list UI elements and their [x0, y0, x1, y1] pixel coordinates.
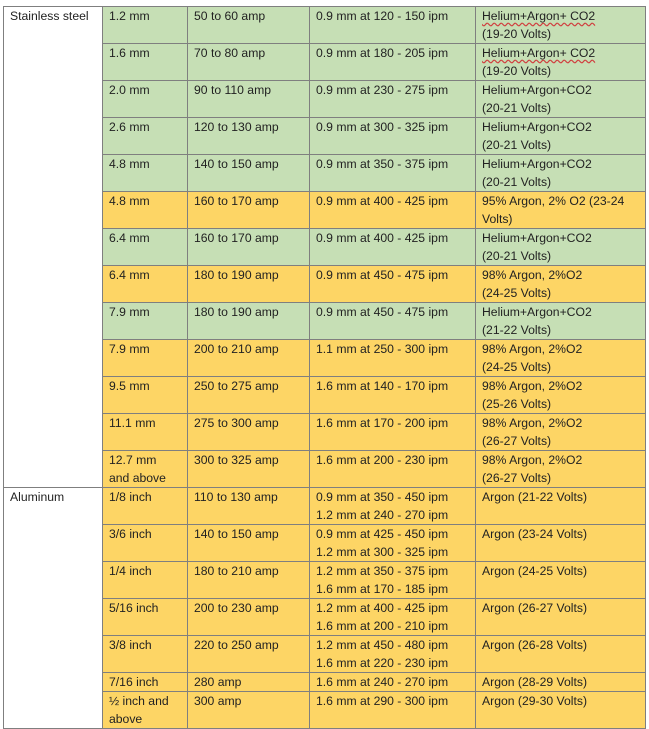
shielding-gas-cell-line: Volts) [482, 212, 513, 226]
shielding-gas-cell [476, 636, 646, 673]
thickness-cell-line: ½ inch and [109, 694, 169, 708]
thickness-cell-line: 5/16 inch [109, 601, 159, 615]
wire-speed-cell [310, 81, 476, 118]
wire-speed-cell-line: 0.9 mm at 450 - 475 ipm [316, 305, 449, 319]
shielding-gas-cell-line: Helium+Argon+CO2 [482, 157, 592, 171]
amperage-cell: 180 to 190 amp [188, 303, 310, 340]
wire-speed-cell-line: 1.1 mm at 250 - 300 ipm [316, 342, 449, 356]
shielding-gas-cell [476, 7, 646, 44]
shielding-gas-cell [476, 303, 646, 340]
amperage-cell: 120 to 130 amp [188, 118, 310, 155]
thickness-cell [103, 340, 188, 377]
shielding-gas-cell-line: (19-20 Volts) [482, 27, 552, 41]
shielding-gas-cell [476, 118, 646, 155]
wire-speed-cell-line: 0.9 mm at 120 - 150 ipm [316, 9, 449, 23]
amperage-cell: 200 to 210 amp [188, 340, 310, 377]
table-row [4, 488, 646, 525]
wire-speed-cell-line: 0.9 mm at 180 - 205 ipm [316, 46, 449, 60]
wire-speed-cell-line: 1.2 mm at 240 - 270 ipm [316, 508, 449, 522]
wire-speed-cell [310, 599, 476, 636]
thickness-cell [103, 599, 188, 636]
amperage-cell: 50 to 60 amp [188, 7, 310, 44]
thickness-cell [103, 562, 188, 599]
thickness-cell-line: 3/6 inch [109, 527, 152, 541]
shielding-gas-cell-line: (24-25 Volts) [482, 360, 552, 374]
wire-speed-cell [310, 192, 476, 229]
wire-speed-cell-line: 1.6 mm at 240 - 270 ipm [316, 675, 449, 689]
shielding-gas-cell-line: 98% Argon, 2%O2 [482, 342, 583, 356]
thickness-cell [103, 488, 188, 525]
wire-speed-cell-line: 0.9 mm at 300 - 325 ipm [316, 120, 449, 134]
thickness-cell-line: above [109, 712, 143, 726]
shielding-gas-cell [476, 562, 646, 599]
wire-speed-cell [310, 118, 476, 155]
amperage-cell: 90 to 110 amp [188, 81, 310, 118]
amperage-cell: 300 to 325 amp [188, 451, 310, 488]
shielding-gas-cell-line: (20-21 Volts) [482, 138, 552, 152]
shielding-gas-cell-line: (20-21 Volts) [482, 101, 552, 115]
wire-speed-cell-line: 1.2 mm at 400 - 425 ipm [316, 601, 449, 615]
shielding-gas-cell [476, 81, 646, 118]
wire-speed-cell-line: 0.9 mm at 400 - 425 ipm [316, 194, 449, 208]
thickness-cell [103, 303, 188, 340]
amperage-cell: 275 to 300 amp [188, 414, 310, 451]
thickness-cell [103, 81, 188, 118]
shielding-gas-cell-line: (26-27 Volts) [482, 434, 552, 448]
shielding-gas-cell-line: Argon (29-30 Volts) [482, 694, 588, 708]
thickness-cell-line: 4.8 mm [109, 157, 150, 171]
thickness-cell [103, 673, 188, 692]
shielding-gas-cell-line: Helium+Argon+CO2 [482, 120, 592, 134]
wire-speed-cell-line: 1.6 mm at 220 - 230 ipm [316, 656, 449, 670]
thickness-cell [103, 118, 188, 155]
shielding-gas-cell [476, 451, 646, 488]
wire-speed-cell [310, 229, 476, 266]
shielding-gas-cell-line: (24-25 Volts) [482, 286, 552, 300]
shielding-gas-cell [476, 488, 646, 525]
thickness-cell-line: 1.2 mm [109, 9, 150, 23]
wire-speed-cell [310, 340, 476, 377]
wire-speed-cell-line: 1.6 mm at 170 - 185 ipm [316, 582, 449, 596]
shielding-gas-cell [476, 414, 646, 451]
shielding-gas-cell [476, 673, 646, 692]
wire-speed-cell [310, 451, 476, 488]
material-name-cell: Aluminum [4, 488, 103, 729]
thickness-cell-line: 3/8 inch [109, 638, 152, 652]
shielding-gas-cell [476, 692, 646, 729]
shielding-gas-cell [476, 525, 646, 562]
thickness-cell-line: 6.4 mm [109, 268, 150, 282]
thickness-cell [103, 192, 188, 229]
shielding-gas-cell-line: Argon (26-27 Volts) [482, 601, 588, 615]
wire-speed-cell-line: 0.9 mm at 350 - 375 ipm [316, 157, 449, 171]
shielding-gas-cell-line: 98% Argon, 2%O2 [482, 453, 583, 467]
shielding-gas-cell [476, 192, 646, 229]
wire-speed-cell [310, 488, 476, 525]
thickness-cell-line: 4.8 mm [109, 194, 150, 208]
shielding-gas-cell-line: Argon (28-29 Volts) [482, 675, 588, 689]
shielding-gas-cell-line: Argon (21-22 Volts) [482, 490, 588, 504]
thickness-cell [103, 451, 188, 488]
wire-speed-cell-line: 1.2 mm at 350 - 375 ipm [316, 564, 449, 578]
thickness-cell [103, 692, 188, 729]
wire-speed-cell-line: 1.6 mm at 200 - 210 ipm [316, 619, 449, 633]
shielding-gas-cell-line: (25-26 Volts) [482, 397, 552, 411]
thickness-cell [103, 525, 188, 562]
thickness-cell-line: 11.1 mm [109, 416, 156, 430]
thickness-cell-line: 7.9 mm [109, 305, 150, 319]
shielding-gas-cell [476, 44, 646, 81]
wire-speed-cell-line: 0.9 mm at 450 - 475 ipm [316, 268, 449, 282]
shielding-gas-cell-line: (21-22 Volts) [482, 323, 552, 337]
shielding-gas-cell-line: Argon (24-25 Volts) [482, 564, 588, 578]
wire-speed-cell [310, 525, 476, 562]
wire-speed-cell-line: 1.2 mm at 300 - 325 ipm [316, 545, 449, 559]
wire-speed-cell-line: 0.9 mm at 230 - 275 ipm [316, 83, 449, 97]
amperage-cell: 160 to 170 amp [188, 192, 310, 229]
thickness-cell-line: 1/8 inch [109, 490, 152, 504]
wire-speed-cell [310, 377, 476, 414]
thickness-cell-line: 2.6 mm [109, 120, 150, 134]
amperage-cell: 180 to 210 amp [188, 562, 310, 599]
welding-parameters-table [3, 6, 646, 729]
shielding-gas-cell [476, 266, 646, 303]
wire-speed-cell-line: 0.9 mm at 350 - 450 ipm [316, 490, 449, 504]
thickness-cell-line: 7/16 inch [109, 675, 159, 689]
amperage-cell: 140 to 150 amp [188, 155, 310, 192]
shielding-gas-cell [476, 155, 646, 192]
amperage-cell: 280 amp [188, 673, 310, 692]
shielding-gas-cell-line: Helium+Argon+CO2 [482, 305, 592, 319]
amperage-cell: 300 amp [188, 692, 310, 729]
shielding-gas-cell-line: Argon (23-24 Volts) [482, 527, 588, 541]
wire-speed-cell-line: 1.6 mm at 170 - 200 ipm [316, 416, 449, 430]
wire-speed-cell-line: 0.9 mm at 400 - 425 ipm [316, 231, 449, 245]
shielding-gas-cell-line: (19-20 Volts) [482, 64, 552, 78]
thickness-cell-line: 12.7 mm [109, 453, 157, 467]
shielding-gas-cell-line: 98% Argon, 2%O2 [482, 379, 583, 393]
thickness-cell [103, 414, 188, 451]
wire-speed-cell [310, 303, 476, 340]
amperage-cell: 180 to 190 amp [188, 266, 310, 303]
thickness-cell-line: and above [109, 471, 166, 485]
amperage-cell: 110 to 130 amp [188, 488, 310, 525]
thickness-cell-line: 2.0 mm [109, 83, 150, 97]
material-name-cell: Stainless steel [4, 7, 103, 488]
wire-speed-cell [310, 44, 476, 81]
thickness-cell-line: 7.9 mm [109, 342, 150, 356]
wire-speed-cell [310, 7, 476, 44]
wire-speed-cell [310, 673, 476, 692]
wire-speed-cell [310, 562, 476, 599]
shielding-gas-cell-line: (20-21 Volts) [482, 249, 552, 263]
wire-speed-cell [310, 692, 476, 729]
shielding-gas-cell [476, 229, 646, 266]
amperage-cell: 160 to 170 amp [188, 229, 310, 266]
wire-speed-cell-line: 1.6 mm at 200 - 230 ipm [316, 453, 449, 467]
thickness-cell-line: 9.5 mm [109, 379, 150, 393]
wire-speed-cell-line: 1.2 mm at 450 - 480 ipm [316, 638, 449, 652]
wire-speed-cell-line: 1.6 mm at 290 - 300 ipm [316, 694, 449, 708]
thickness-cell-line: 1/4 inch [109, 564, 152, 578]
thickness-cell [103, 7, 188, 44]
wire-speed-cell [310, 414, 476, 451]
wire-speed-cell [310, 155, 476, 192]
thickness-cell [103, 636, 188, 673]
wire-speed-cell-line: 0.9 mm at 425 - 450 ipm [316, 527, 449, 541]
thickness-cell [103, 377, 188, 414]
shielding-gas-cell-line: (26-27 Volts) [482, 471, 552, 485]
amperage-cell: 220 to 250 amp [188, 636, 310, 673]
wire-speed-cell [310, 266, 476, 303]
shielding-gas-cell-line: Helium+Argon+ CO2 [482, 9, 596, 23]
thickness-cell [103, 44, 188, 81]
table-row [4, 7, 646, 44]
thickness-cell-line: 6.4 mm [109, 231, 150, 245]
shielding-gas-cell-line: Helium+Argon+CO2 [482, 231, 592, 245]
amperage-cell: 200 to 230 amp [188, 599, 310, 636]
thickness-cell [103, 229, 188, 266]
shielding-gas-cell-line: 95% Argon, 2% O2 (23-24 [482, 194, 625, 208]
thickness-cell [103, 155, 188, 192]
shielding-gas-cell-line: Helium+Argon+CO2 [482, 83, 592, 97]
shielding-gas-cell-line: Helium+Argon+ CO2 [482, 46, 596, 60]
amperage-cell: 140 to 150 amp [188, 525, 310, 562]
thickness-cell-line: 1.6 mm [109, 46, 150, 60]
wire-speed-cell [310, 636, 476, 673]
shielding-gas-cell [476, 340, 646, 377]
shielding-gas-cell-line: Argon (26-28 Volts) [482, 638, 588, 652]
thickness-cell [103, 266, 188, 303]
shielding-gas-cell [476, 377, 646, 414]
shielding-gas-cell-line: 98% Argon, 2%O2 [482, 268, 583, 282]
shielding-gas-cell-line: (20-21 Volts) [482, 175, 552, 189]
shielding-gas-cell [476, 599, 646, 636]
amperage-cell: 70 to 80 amp [188, 44, 310, 81]
shielding-gas-cell-line: 98% Argon, 2%O2 [482, 416, 583, 430]
wire-speed-cell-line: 1.6 mm at 140 - 170 ipm [316, 379, 449, 393]
amperage-cell: 250 to 275 amp [188, 377, 310, 414]
